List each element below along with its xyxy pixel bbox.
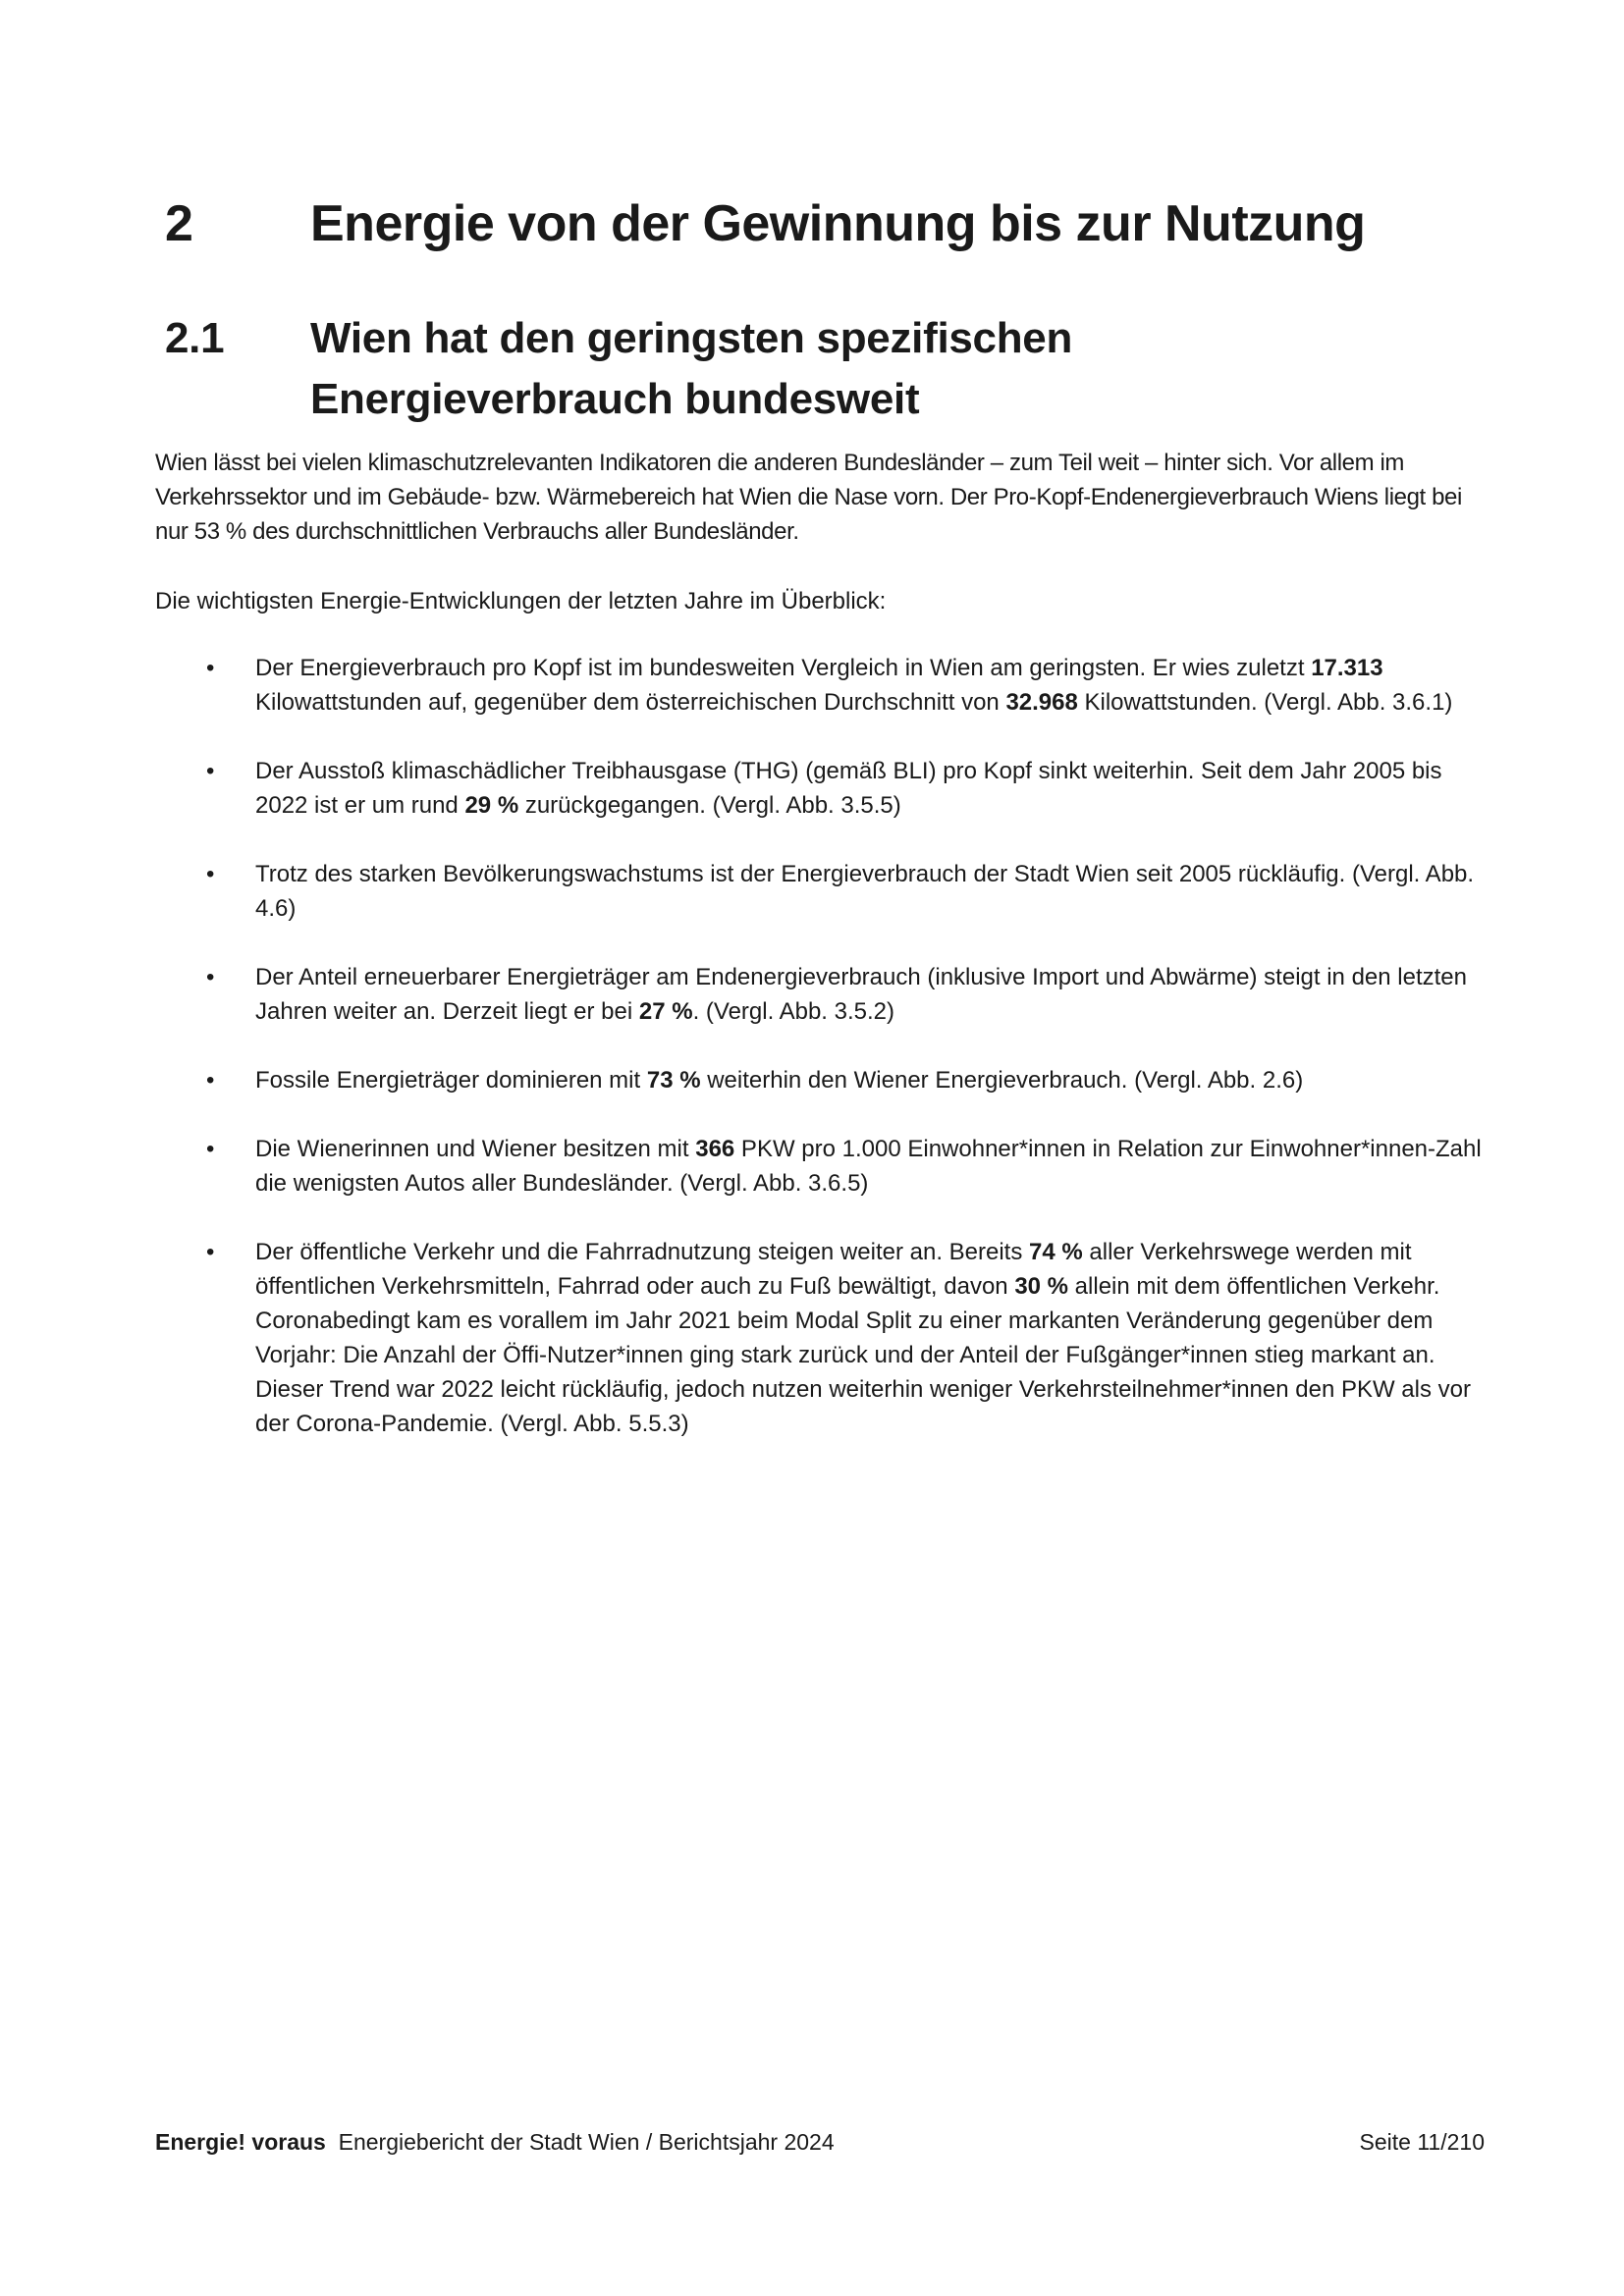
list-item: • Die Wienerinnen und Wiener besitzen mit 366 PKW pro 1.000 Einwohner*innen in Relation zur Einwohner*innen-Zahl die wenigsten Autos aller Bundesländer. (Vergl. Abb. 3.6.5) — [155, 1132, 1490, 1201]
list-item: • Der öffentliche Verkehr und die Fahrradnutzung steigen weiter an. Bereits 74 % aller Verkehrswege werden mit öffentlichen Verkehrsmitteln, Fahrrad oder auch zu Fuß bewältigt, davon 30 % allein mit dem öffentlichen Verkehr. Coronabedingt kam es vorallem im Jahr 2021 beim Modal Split zu einer markanten Veränderung gegenüber dem Vorjahr: Die Anzahl der Öffi-Nutzer*innen ging stark zurück und der Anteil der Fußgänger*innen stieg markant an. Dieser Trend war 2022 leicht rückläufig, jedoch nutzen weiterhin weniger Verkehrsteilnehmer*innen den PKW als vor der Corona-Pandemie. (Vergl. Abb. 5.5.3) — [155, 1235, 1490, 1441]
bullet-marker: • — [206, 964, 215, 990]
intro-paragraph: Wien lässt bei vielen klimaschutzrelevanten Indikatoren die anderen Bundesländer – zum Teil weit – hinter sich. Vor allem im Verkehrssektor und im Gebäude- bzw. Wärmebereich hat Wien die Nase vorn. Der Pro-Kopf-Endenergieverbrauch Wiens liegt bei nur 53 % des durchschnittlichen Verbrauchs aller Bundesländer. — [155, 450, 1462, 545]
highlight-value: 74 % — [1029, 1239, 1083, 1265]
page-footer — [155, 2126, 1485, 2158]
highlight-value: 29 % — [464, 792, 519, 819]
bullet-marker: • — [206, 655, 215, 681]
section-number: 2.1 — [165, 314, 225, 362]
highlight-value: 30 % — [1014, 1273, 1069, 1300]
bullet-marker: • — [206, 1067, 215, 1094]
key-developments-list — [155, 651, 1490, 1475]
bullet-marker: • — [206, 1136, 215, 1162]
highlight-value: 366 — [695, 1136, 735, 1162]
list-item: • Der Anteil erneuerbarer Energieträger am Endenergieverbrauch (inklusive Import und Abwärme) steigt in den letzten Jahren weiter an. Derzeit liegt er bei 27 %. (Vergl. Abb. 3.5.2) — [155, 960, 1490, 1029]
chapter-title: Energie von der Gewinnung bis zur Nutzung — [310, 195, 1366, 252]
list-item: • Der Energieverbrauch pro Kopf ist im bundesweiten Vergleich in Wien am geringsten. Er wies zuletzt 17.313 Kilowattstunden auf, gegenüber dem österreichischen Durchschnitt von 32.968 Kilowattstunden. (Vergl. Abb. 3.6.1) — [155, 651, 1490, 720]
highlight-value: 73 % — [646, 1067, 701, 1094]
page-number: Seite 11/210 — [1359, 2129, 1485, 2155]
footer-brand: Energie! voraus — [155, 2129, 326, 2155]
highlight-value: 32.968 — [1005, 689, 1078, 716]
highlight-value: 17.313 — [1311, 655, 1383, 681]
bullet-marker: • — [206, 1239, 215, 1265]
lead-paragraph: Die wichtigsten Energie-Entwicklungen der letzten Jahre im Überblick: — [155, 588, 887, 614]
list-item: • Der Ausstoß klimaschädlicher Treibhausgase (THG) (gemäß BLI) pro Kopf sinkt weiterhin. Seit dem Jahr 2005 bis 2022 ist er um rund 29 % zurückgegangen. (Vergl. Abb. 3.5.5) — [155, 754, 1490, 823]
highlight-value: 27 % — [638, 998, 693, 1025]
section-title-line2: Energieverbrauch bundesweit — [310, 375, 920, 423]
chapter-number: 2 — [165, 195, 193, 252]
section-title-line1: Wien hat den geringsten spezifischen — [310, 314, 1073, 362]
footer-text: Energiebericht der Stadt Wien / Berichtsjahr 2024 — [338, 2129, 835, 2155]
bullet-marker: • — [206, 861, 215, 887]
list-item: • Trotz des starken Bevölkerungswachstums ist der Energieverbrauch der Stadt Wien seit 2005 rückläufig. (Vergl. Abb. 4.6) — [155, 857, 1490, 926]
section-title — [310, 308, 1292, 430]
bullet-marker: • — [206, 758, 215, 784]
list-item: • Fossile Energieträger dominieren mit 73 % weiterhin den Wiener Energieverbrauch. (Vergl. Abb. 2.6) — [155, 1063, 1490, 1097]
